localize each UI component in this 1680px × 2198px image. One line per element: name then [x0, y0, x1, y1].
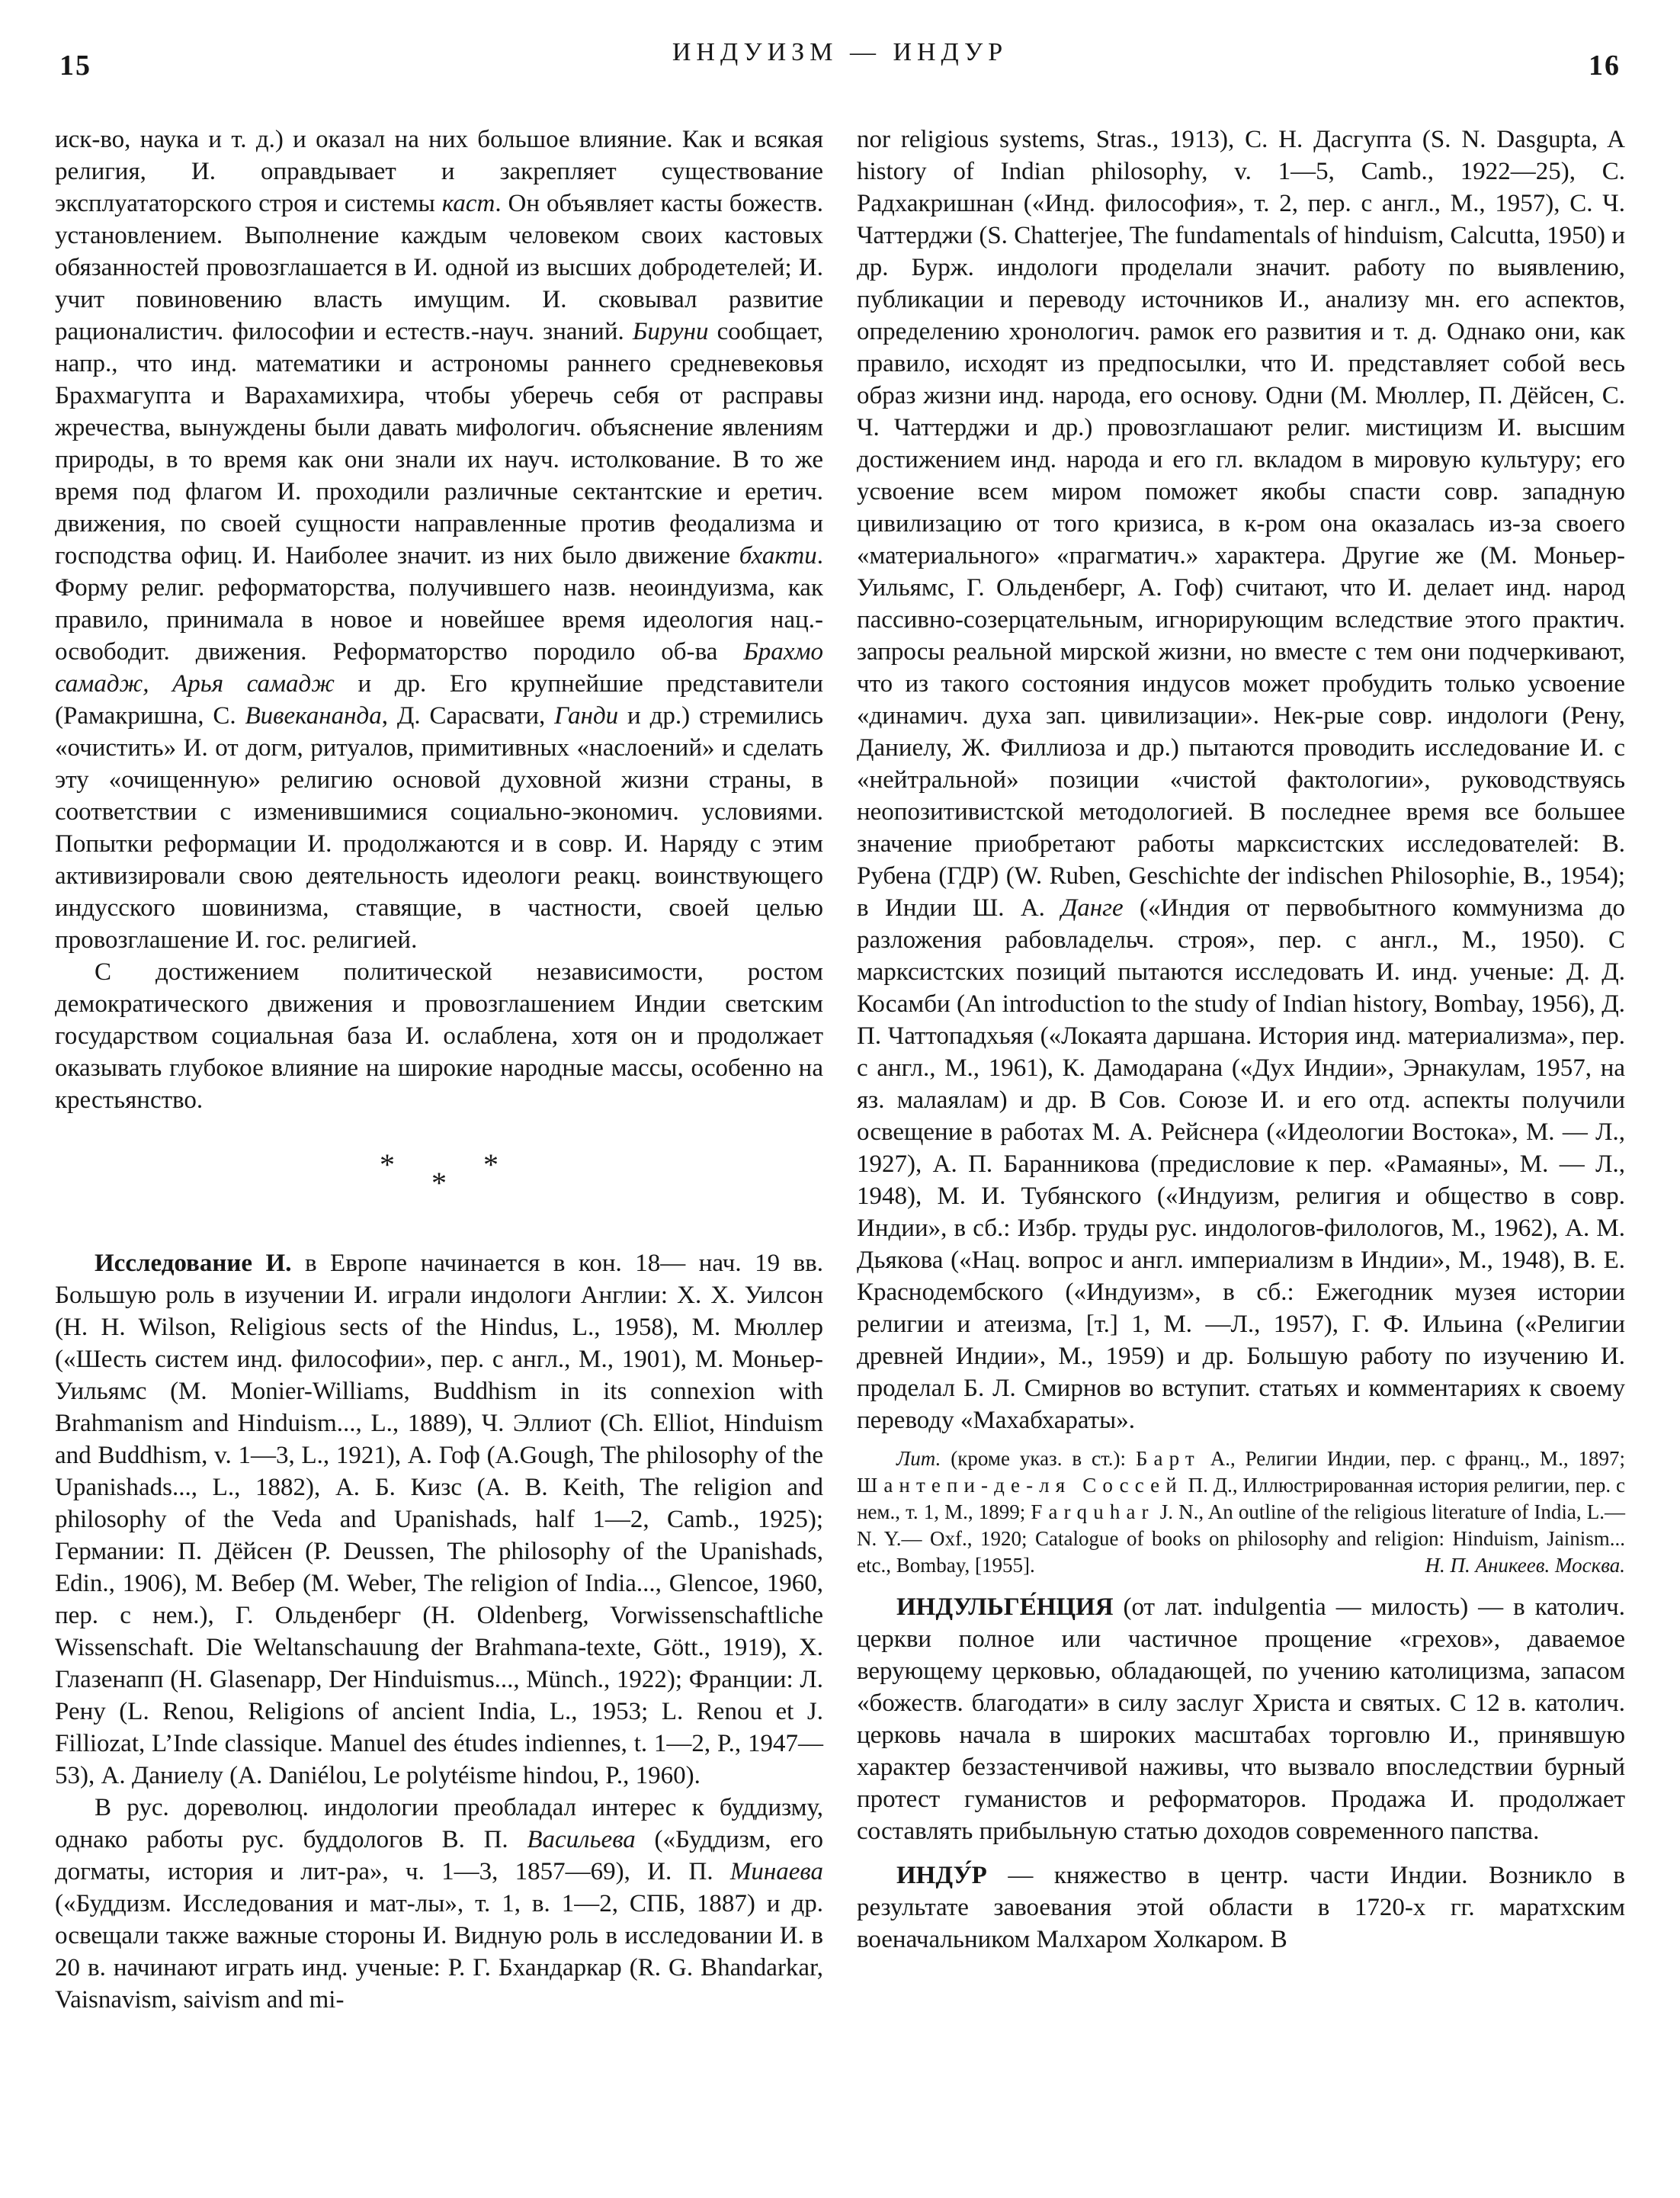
text-run: , Д. Сарасвати,: [381, 702, 555, 730]
italic-run: Бируни: [632, 318, 709, 345]
right-column: [857, 124, 1625, 2016]
text-run: («Индия от первобытного коммунизма до разложения рабовладельч. строя», пер. с англ., М., 1950). С марксистских позиций пытаются исследовать И. инд. ученые: Д. Д. Косамби (An introduction to the study of Indian history, Bombay, 1956), Д. П. Чаттопадхьяя («Локаята даршана. История инд. материализма», пер. с англ., М., 1961), К. Дамодарана («Дух Индии», Эрнакулам, 1957, на яз. малаялам) и др. В Сов. Союзе И. и его отд. аспекты получили освещение в работах М. А. Рейснера («Идеологии Востока», М. — Л., 1927), А. П. Баранникова (предисловие к пер. «Рамаяны», М. — Л., 1948), М. И. Тубянского («Индуизм, религия и общество в совр. Индии», в сб.: Избр. труды рус. индологов-филологов, М., 1962), А. М. Дьякова («Нац. вопрос и англ. империализм в Индии», М., 1948), В. Е. Краснодембского («Индуизм», в сб.: Ежегодник музея истории религии и атеизма, [т.] 1, М. —Л., 1957), Г. Ф. Ильина («Религии древней Индии», М., 1959) и др. Большую работу по изучению И. проделал Б. Л. Смирнов во вступит. статьях и комментариях к своему переводу «Махабхараты».: [857, 894, 1625, 1434]
entry-headword: ИНДУЛЬГЕ́НЦИЯ: [896, 1593, 1114, 1621]
running-head: [55, 38, 1625, 84]
two-column-body: [55, 124, 1625, 2016]
text-run: . Он объявляет касты божеств. установлением. Выполнение каждым человеком своих кастовых обязанностей провозглашается в И. одной из высших добродетелей; И. учит повиновению власть имущим. И. сковывал развитие рационалистич. философии и естеств.-науч. знаний.: [55, 190, 823, 345]
italic-run: Данге: [1061, 894, 1124, 922]
section-separator: [55, 1147, 823, 1203]
text-run: Шантепи-де-ля Соссей: [857, 1474, 1183, 1497]
entry-indulgencia: [857, 1591, 1625, 1847]
text-run: («Буддизм. Исследования и мат-лы», т. 1, в. 1—2, СПБ, 1887) и др. освещали также важные стороны И. Видную роль в исследовании И. в 20 в. начинают играть инд. ученые: Р. Г. Бхандаркар (R. G. Bhandarkar, Vaisnavism, saivism and mi-: [55, 1890, 823, 2013]
text-run: (кроме указ. в ст.):: [941, 1447, 1136, 1470]
text-run: сообщает, напр., что инд. математики и астрономы раннего средневековья Брахмагупта и Варахамихира, чтобы уберечь себя от расправы жречества, вынуждены были давать мифологич. объяснение явлениям природы, в то время как они знали их науч. истолкование. В то же время под флагом И. проходили различные сектантские и еретич. движения, по своей сущности направленные против феодализма и господства офиц. И. Наиболее значит. из них было движение: [55, 318, 823, 570]
italic-run: Минаева: [729, 1858, 823, 1885]
italic-run: бхакти: [739, 542, 817, 570]
text-run: — княжество в центр. части Индии. Возникло в результате завоевания этой области в 1720-х гг. маратхским военачальником Малхаром Холкаром. В: [857, 1862, 1625, 1953]
italic-run: Н. П. Аникеев. Москва.: [1425, 1554, 1625, 1577]
text-run: и др.) стремились «очистить» И. от догм, ритуалов, примитивных «наслоений» и сделать эту «очищенную» религию основой духовной жизни страны, в соответствии с изменившимися социально-экономич. условиями. Попытки реформации И. продолжаются и в совр. И. Наряду с этим активизировали свою деятельность идеологи реакц. воинствующего индусского шовинизма, ставящие, в частности, своей целью провозглашение И. гос. религией.: [55, 702, 823, 954]
asterisk: *: [431, 1166, 447, 1200]
italic-run: каст: [441, 190, 495, 217]
text-run: иск-во, наука и т. д.) и оказал на них большое влияние. Как и всякая религия, И. оправдывает и закрепляет существование эксплуататорского строя и системы: [55, 126, 823, 217]
entry-indur: [857, 1859, 1625, 1956]
paragraph: [55, 956, 823, 1116]
text-run: В рус. дореволюц. индологии преобладал интерес к буддизму, однако работы рус. буддологов В. П.: [55, 1794, 823, 1853]
text-run: и др. Его крупнейшие представители (Рамакришна, С.: [55, 670, 824, 730]
italic-run: Брахмо самадж, Арья самадж: [55, 638, 823, 698]
paragraph: [55, 1792, 823, 2016]
paragraph: [55, 124, 823, 956]
text-run: (от лат. indulgentia — милость) — в католич. церкви полное или частичное прощение «грехов», даваемое верующему церковью, обладающей, по учению католицизма, запасом «божеств. благодати» в силу заслуг Христа и святых. С 12 в. католич. церковь начала в широких масштабах торговлю И., принявшую характер беззастенчивой наживы, что вызвало впоследствии бурный протест гуманистов и реформаторов. Продажа И. продолжает составлять прибыльную статью доходов современного папства.: [857, 1593, 1625, 1845]
italic-run: Васильева: [527, 1826, 636, 1853]
italic-run: Лит.: [896, 1447, 941, 1470]
entry-headword: Исследование И.: [95, 1250, 292, 1277]
text-run: . Форму религ. реформаторства, получившего назв. неоиндуизма, как правило, принимала в новое и новейшее время идеология нац.-освободит. движения. Реформаторство породило об-ва: [55, 542, 823, 666]
asterisk: *: [380, 1147, 395, 1182]
italic-run: Ганди: [554, 702, 619, 730]
italic-run: Вивекананда: [245, 702, 382, 730]
text-run: Барт: [1135, 1447, 1201, 1470]
page-number-right: 16: [1589, 50, 1621, 82]
left-column: [55, 124, 823, 2016]
paragraph: [55, 1247, 823, 1792]
page-number-left: 15: [59, 50, 91, 82]
text-run: Farquhar: [1031, 1500, 1155, 1523]
text-run: С достижением политической независимости, ростом демократического движения и провозглашением Индии светским государством социальная база И. ослаблена, хотя он и продолжает оказывать глубокое влияние на широкие народные массы, особенно на крестьянство.: [55, 958, 823, 1114]
text-run: J. N., An outline of the religious literature of India, L.— N. Y.— Oxf., 1920; Catalogue of books on philosophy and religion: Hinduism, Jainism... etc., Bombay, [1955].: [857, 1500, 1625, 1577]
text-run: А., Религии Индии, пер. с франц., М., 1897;: [1200, 1447, 1625, 1470]
asterisk: *: [483, 1147, 499, 1182]
text-run: в Европе начинается в кон. 18— нач. 19 вв. Большую роль в изучении И. играли индологи Англии: Х. Х. Уилсон (H. H. Wilson, Religious sects of the Hindus, L., 1958), М. Мюллер («Шесть систем инд. философии», пер. с англ., М., 1901), М. Моньер-Уильямс (M. Monier-Williams, Buddhism in its connexion with Brahmanism and Hinduism..., L., 1889), Ч. Эллиот (Ch. Elliot, Hinduism and Buddhism, v. 1—3, L., 1921), А. Гоф (A.Gough, The philosophy of the Upanishads..., L., 1882), А. Б. Кизс (A. B. Keith, The religion and philosophy of the Veda and Upanishads, half 1—2, Camb., 1925); Германии: П. Дёйсен (P. Deussen, The philosophy of the Upanishads, Edin., 1906), М. Вебер (M. Weber, The religion of India..., Glencoe, 1960, пер. с нем.), Г. Ольденберг (H. Oldenberg, Vorwissenschaftliche Wissenschaft. Die Weltanschauung der Brahmana-texte, Gött., 1919), Х. Глазенапп (H. Glasenapp, Der Hinduismus..., Münch., 1922); Франции: Л. Рену (L. Renou, Religions of ancient India, L., 1953; L. Renou et J. Filliozat, L’Inde classique. Manuel des études indiennes, t. 1—2, P., 1947—53), А. Даниелу (A. Daniélou, Le polytéisme hindou, P., 1960).: [55, 1250, 823, 1789]
paragraph: [857, 124, 1625, 1436]
page-header-title: ИНДУИЗМ — ИНДУР: [672, 38, 1008, 66]
text-run: П. Д., Иллюстрированная история религии, пер. с нем., т. 1, М., 1899;: [857, 1474, 1625, 1523]
entry-headword: ИНДУ́Р: [896, 1862, 987, 1889]
text-run: nor religious systems, Stras., 1913), С. Н. Дасгупта (S. N. Dasgupta, A history of Indian philosophy, v. 1—5, Camb., 1922—25), С. Радхакришнан («Инд. философия», т. 2, пер. с англ., М., 1957), С. Ч. Чаттерджи (S. Chatterjee, The fundamentals of hinduism, Calcutta, 1950) и др. Бурж. индологи проделали значит. работу по выявлению, публикации и переводу источников И., анализу мн. его аспектов, определению хронологич. рамок его развития и т. д. Однако они, как правило, исходят из предпосылки, что И. представляет собой весь образ жизни инд. народа, его основу. Одни (М. Мюллер, П. Дёйсен, С. Ч. Чаттерджи и др.) провозглашают религ. мистицизм И. высшим достижением инд. народа и его гл. вкладом в мировую культуру; его усвоение всем миром поможет якобы спасти совр. западную цивилизацию от того кризиса, в к-ром она оказалась из-за своего «материального» «прагматич.» характера. Другие же (М. Моньер-Уильямс, Г. Ольденберг, А. Гоф) считают, что И. делает инд. народ пассивно-созерцательным, игнорирующим вследствие этого практич. запросы реальной мирской жизни, но вместе с тем они подчеркивают, что из такого состояния индусов может пробудить только усвоение «динамич. духа зап. цивилизации». Нек-рые совр. индологи (Рену, Даниелу, Ж. Филлиоза и др.) пытаются проводить исследование И. с «нейтральной» позиции «чистой фактологии», руководствуясь неопозитивистской методологией. В последнее время все большее значение приобретают работы марксистских исследователей: В. Рубена (ГДР) (W. Ruben, Geschichte der indischen Philosophie, B., 1954); в Индии Ш. А.: [857, 126, 1625, 922]
text-run: («Буддизм, его догматы, история и лит-ра», ч. 1—3, 1857—69), И. П.: [55, 1826, 824, 1885]
